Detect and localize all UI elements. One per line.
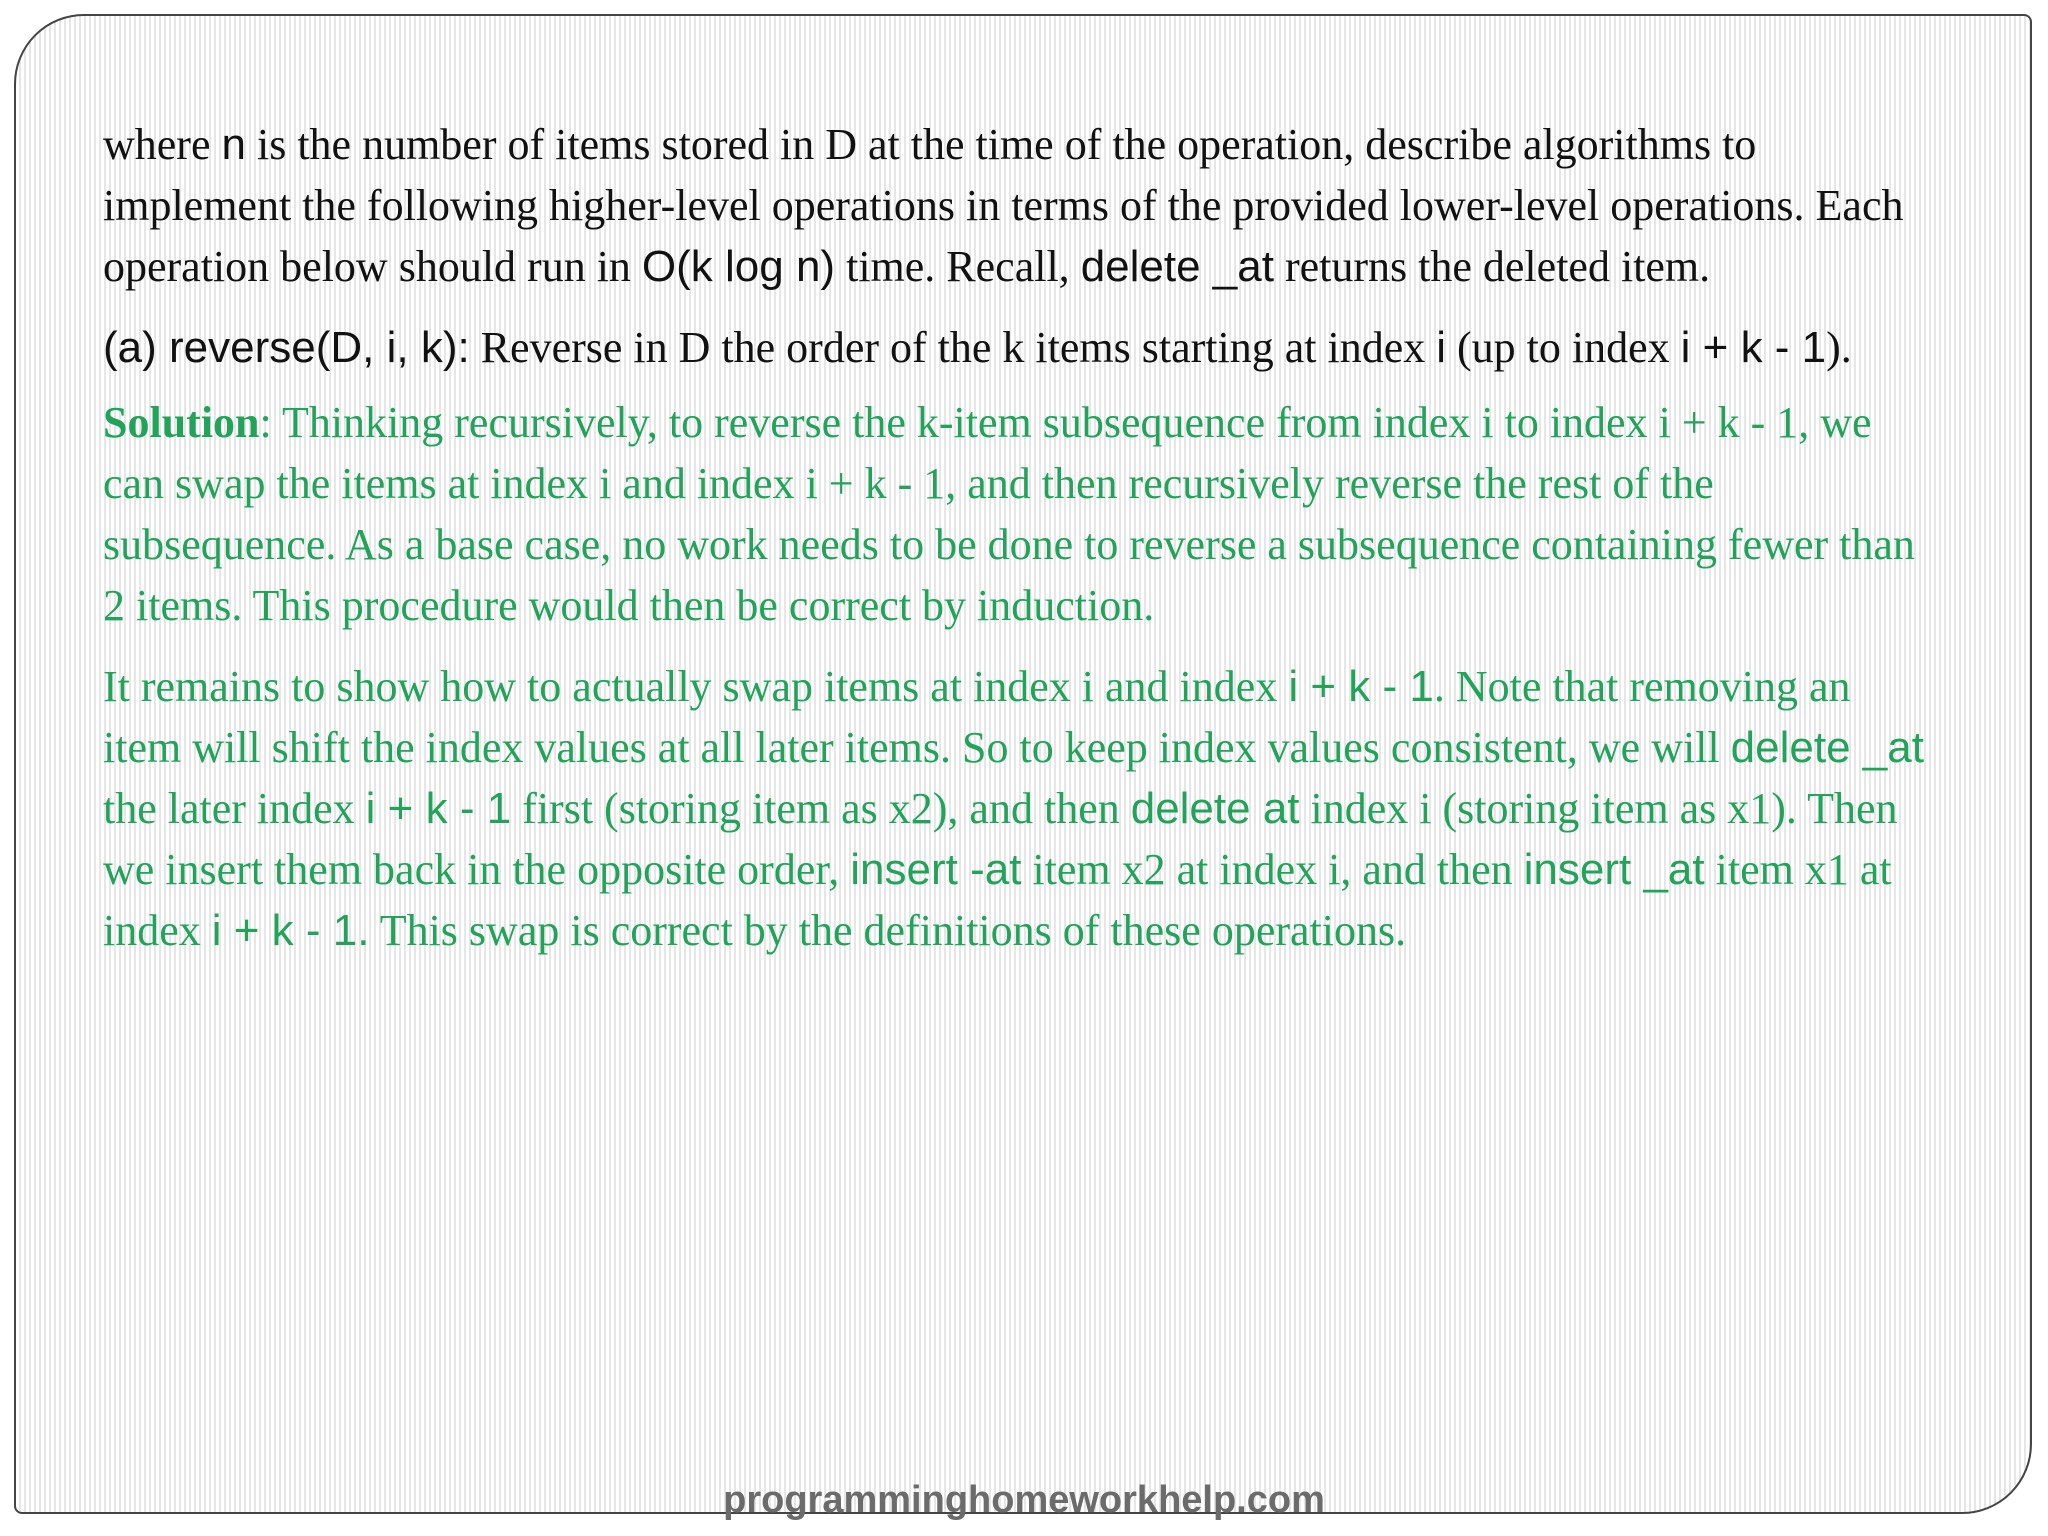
part-a-text-2: (up to index	[1446, 323, 1681, 372]
intro-text-4: returns the deleted item.	[1273, 242, 1711, 291]
part-a-signature: (a) reverse(D, i, k):	[103, 323, 470, 372]
swap-code-7: i + k - 1.	[211, 906, 370, 955]
intro-text-1: where	[103, 120, 222, 169]
part-a-code-i: i	[1436, 323, 1447, 372]
swap-paragraph	[103, 656, 1933, 961]
swap-code-2: delete _at	[1730, 723, 1924, 772]
swap-code-5: insert -at	[850, 845, 1022, 894]
slide	[14, 14, 2032, 1514]
swap-text-8: This swap is correct by the definitions of these operations.	[369, 906, 1407, 955]
intro-text-2: is the number of items stored in D at the time of the operation, describe algorithms to implement the following higher-level operations in terms of the provided lower-level operations. Each operation below should run in	[103, 120, 1904, 291]
intro-code-n: n	[221, 120, 246, 169]
swap-text-2: . Note that removing an item will shift the index values at all later items. So to keep index values consistent, we will	[103, 662, 1851, 772]
swap-code-1: i + k - 1	[1288, 662, 1434, 711]
swap-text-7: item x1 at index	[103, 845, 1892, 955]
part-a-text-3: ).	[1826, 323, 1852, 372]
intro-code-delete-at: delete _at	[1080, 242, 1274, 291]
swap-code-4: delete at	[1130, 784, 1300, 833]
part-a-paragraph	[103, 317, 1933, 378]
solution-paragraph	[103, 392, 1933, 636]
swap-code-6: insert _at	[1523, 845, 1705, 894]
swap-text-1: It remains to show how to actually swap items at index i and index	[103, 662, 1289, 711]
swap-text-6: item x2 at index i, and then	[1021, 845, 1524, 894]
swap-code-3: i + k - 1	[365, 784, 512, 833]
swap-text-4: first (storing item as x2), and then	[511, 784, 1131, 833]
intro-text-3: time. Recall,	[835, 242, 1081, 291]
intro-code-complexity: O(k log n)	[641, 242, 836, 291]
swap-text-5: index i (storing item as x1). Then we insert them back in the opposite order,	[103, 784, 1898, 894]
slide-content	[103, 114, 1933, 961]
solution-label: Solution	[103, 398, 260, 447]
part-a-text-1: Reverse in D the order of the k items starting at index	[469, 323, 1437, 372]
part-a-code-range: i + k - 1	[1680, 323, 1827, 372]
intro-paragraph	[103, 114, 1933, 297]
swap-text-3: the later index	[103, 784, 366, 833]
solution-text: : Thinking recursively, to reverse the k-item subsequence from index i to index i + k - 1, we can swap the items at index i and index i + k - 1, and then recursively reverse the rest of the subsequence. As a base case, no work needs to be done to reverse a subsequence containing fewer than 2 items. This procedure would then be correct by induction.	[103, 398, 1915, 630]
footer-watermark: programminghomeworkhelp.com	[723, 1479, 1325, 1521]
